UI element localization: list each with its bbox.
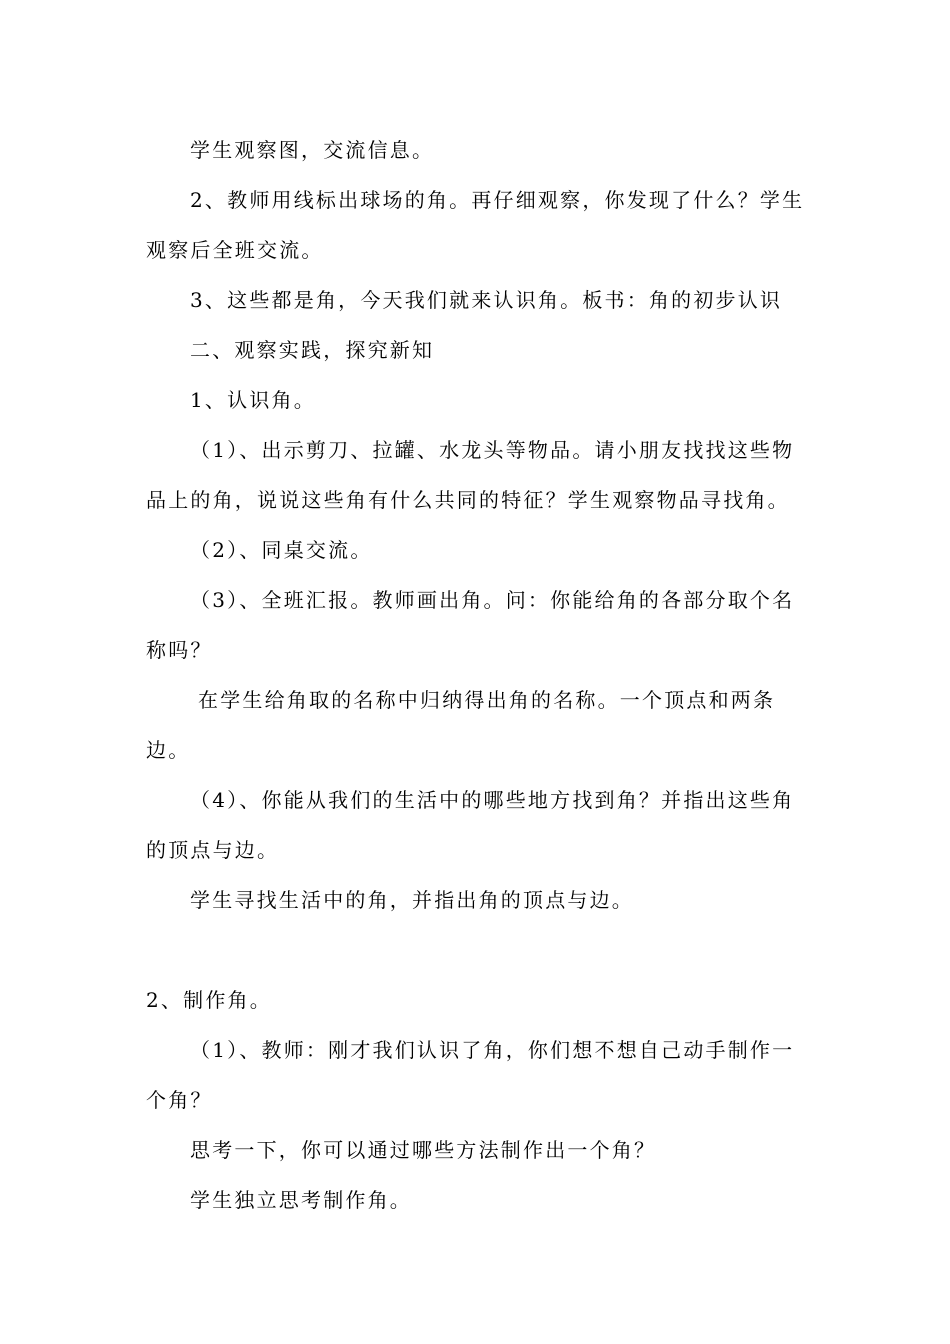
paragraph-line: 3、这些都是角，今天我们就来认识角。板书：角的初步认识 <box>190 288 783 312</box>
paragraph-line: （4）、你能从我们的生活中的哪些地方找到角？并指出这些角 <box>190 788 795 812</box>
paragraph-line: 称吗？ <box>146 638 213 662</box>
paragraph-line: 学生寻找生活中的角，并指出角的顶点与边。 <box>190 888 634 912</box>
paragraph-line: 边。 <box>146 738 191 762</box>
subsection-heading: 2、制作角。 <box>146 988 272 1012</box>
paragraph-line: 学生独立思考制作角。 <box>190 1188 412 1212</box>
paragraph-line: 思考一下，你可以通过哪些方法制作出一个角？ <box>190 1138 657 1162</box>
paragraph-line: 观察后全班交流。 <box>146 238 324 262</box>
paragraph-line: 2、教师用线标出球场的角。再仔细观察，你发现了什么？学生 <box>190 188 805 212</box>
subsection-heading: 1、认识角。 <box>190 388 316 412</box>
paragraph-line: 学生观察图，交流信息。 <box>190 138 435 162</box>
paragraph-line: （1）、出示剪刀、拉罐、水龙头等物品。请小朋友找找这些物 <box>190 438 795 462</box>
paragraph-line: （1）、教师：刚才我们认识了角，你们想不想自己动手制作一 <box>190 1038 795 1062</box>
paragraph-line: 品上的角，说说这些角有什么共同的特征？学生观察物品寻找角。 <box>146 488 790 512</box>
paragraph-line: 在学生给角取的名称中归纳得出角的名称。一个顶点和两条 <box>198 688 776 712</box>
paragraph-line: （2）、同桌交流。 <box>190 538 373 562</box>
paragraph-line: （3）、全班汇报。教师画出角。问：你能给角的各部分取个名 <box>190 588 795 612</box>
paragraph-line: 个角？ <box>146 1088 213 1112</box>
paragraph-line: 的顶点与边。 <box>146 838 280 862</box>
section-heading: 二、观察实践，探究新知 <box>190 338 435 362</box>
